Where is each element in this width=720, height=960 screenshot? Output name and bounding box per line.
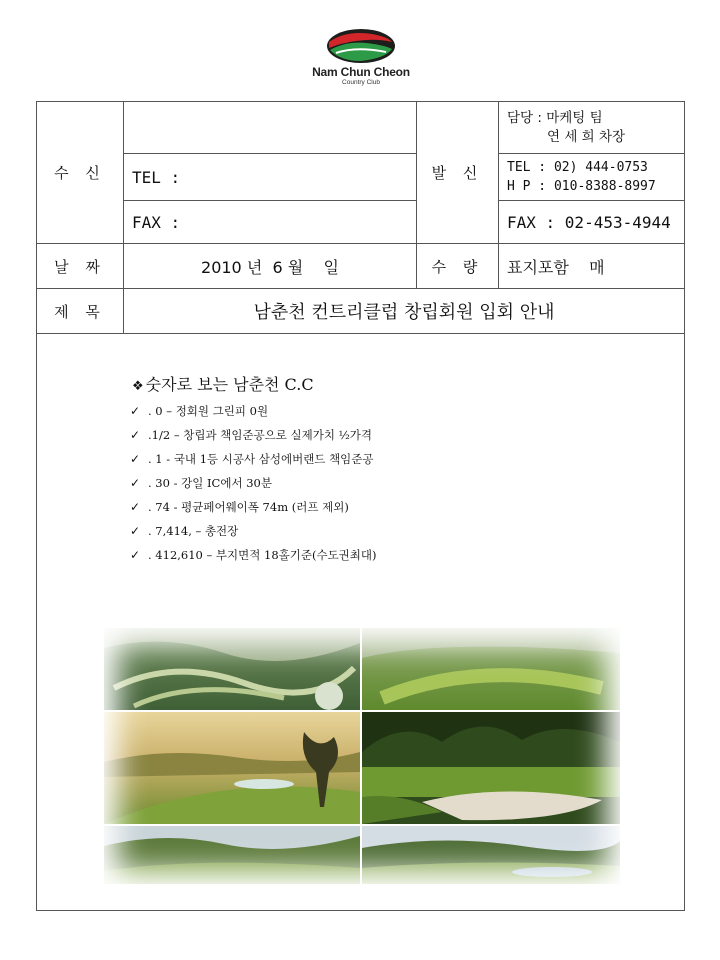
list-item-text: . 0 – 정회원 그린피 0원 bbox=[148, 404, 269, 418]
list-item-text: .1/2 – 창립과 책임준공으로 실제가치 ½가격 bbox=[148, 428, 372, 442]
checkmark-icon: ✓ bbox=[130, 428, 141, 442]
sunset-green-photo bbox=[104, 712, 360, 824]
list-item bbox=[130, 475, 377, 499]
checkmark-icon: ✓ bbox=[130, 476, 141, 490]
list-item bbox=[130, 523, 377, 547]
list-item-text: . 1 - 국내 1등 시공사 삼성에버랜드 책임준공 bbox=[148, 452, 374, 466]
facts-list bbox=[130, 403, 377, 571]
company-logo bbox=[300, 28, 422, 88]
date-value: 2010 년 6 월 일 bbox=[124, 244, 417, 289]
list-item-text: . 74 - 평균페어웨이폭 74m (러프 제외) bbox=[148, 500, 349, 514]
diamond-bullet-icon: ❖ bbox=[132, 379, 144, 394]
bunker-green-photo bbox=[362, 712, 620, 824]
checkmark-icon: ✓ bbox=[130, 404, 141, 418]
list-item bbox=[130, 403, 377, 427]
list-item-text: . 7,414, – 총전장 bbox=[148, 524, 239, 538]
recipient-tel: TEL : bbox=[124, 154, 417, 201]
hills-course-photo bbox=[104, 826, 360, 884]
subject-label: 제 목 bbox=[37, 289, 124, 334]
lake-course-photo bbox=[362, 826, 620, 884]
sender-contact-cell bbox=[499, 102, 685, 154]
golf-course-photo-collage bbox=[104, 628, 620, 884]
sender-hp: H P : 010-8388-8997 bbox=[507, 179, 656, 194]
logo-name: Nam Chun Cheon bbox=[312, 65, 410, 79]
list-item bbox=[130, 547, 377, 571]
contact-department: 담당 : 마케팅 팀 bbox=[507, 109, 603, 126]
list-item-text: . 412,610 – 부지면적 18홀기준(수도권최대) bbox=[148, 548, 377, 562]
logo-emblem-icon bbox=[326, 28, 396, 64]
date-label: 날 짜 bbox=[37, 244, 124, 289]
contact-person: 연 세 희 차장 bbox=[547, 128, 626, 145]
sender-label: 발 신 bbox=[417, 102, 499, 244]
checkmark-icon: ✓ bbox=[130, 452, 141, 466]
quantity-value: 표지포함 매 bbox=[499, 244, 685, 289]
subject-value: 남춘천 컨트리클럽 창립회원 입회 안내 bbox=[124, 289, 685, 334]
recipient-fax: FAX : bbox=[124, 201, 417, 244]
recipient-name-cell bbox=[124, 102, 417, 154]
fairway-photo bbox=[362, 628, 620, 710]
section-title-text: 숫자로 보는 남춘천 C.C bbox=[145, 375, 314, 394]
sender-tel: TEL : 02) 444-0753 bbox=[507, 160, 648, 175]
fax-header-table bbox=[36, 101, 685, 334]
sender-fax: FAX : 02-453-4944 bbox=[499, 201, 685, 244]
logo-subtitle: Country Club bbox=[342, 79, 380, 86]
list-item-text: . 30 - 강일 IC에서 30분 bbox=[148, 476, 272, 490]
quantity-label: 수 량 bbox=[417, 244, 499, 289]
list-item bbox=[130, 427, 377, 451]
recipient-label: 수 신 bbox=[37, 102, 124, 244]
aerial-course-photo bbox=[104, 628, 360, 710]
checkmark-icon: ✓ bbox=[130, 548, 141, 562]
checkmark-icon: ✓ bbox=[130, 524, 141, 538]
sender-phone-cell bbox=[499, 154, 685, 201]
checkmark-icon: ✓ bbox=[130, 500, 141, 514]
section-title bbox=[132, 372, 314, 395]
list-item bbox=[130, 499, 377, 523]
list-item bbox=[130, 451, 377, 475]
